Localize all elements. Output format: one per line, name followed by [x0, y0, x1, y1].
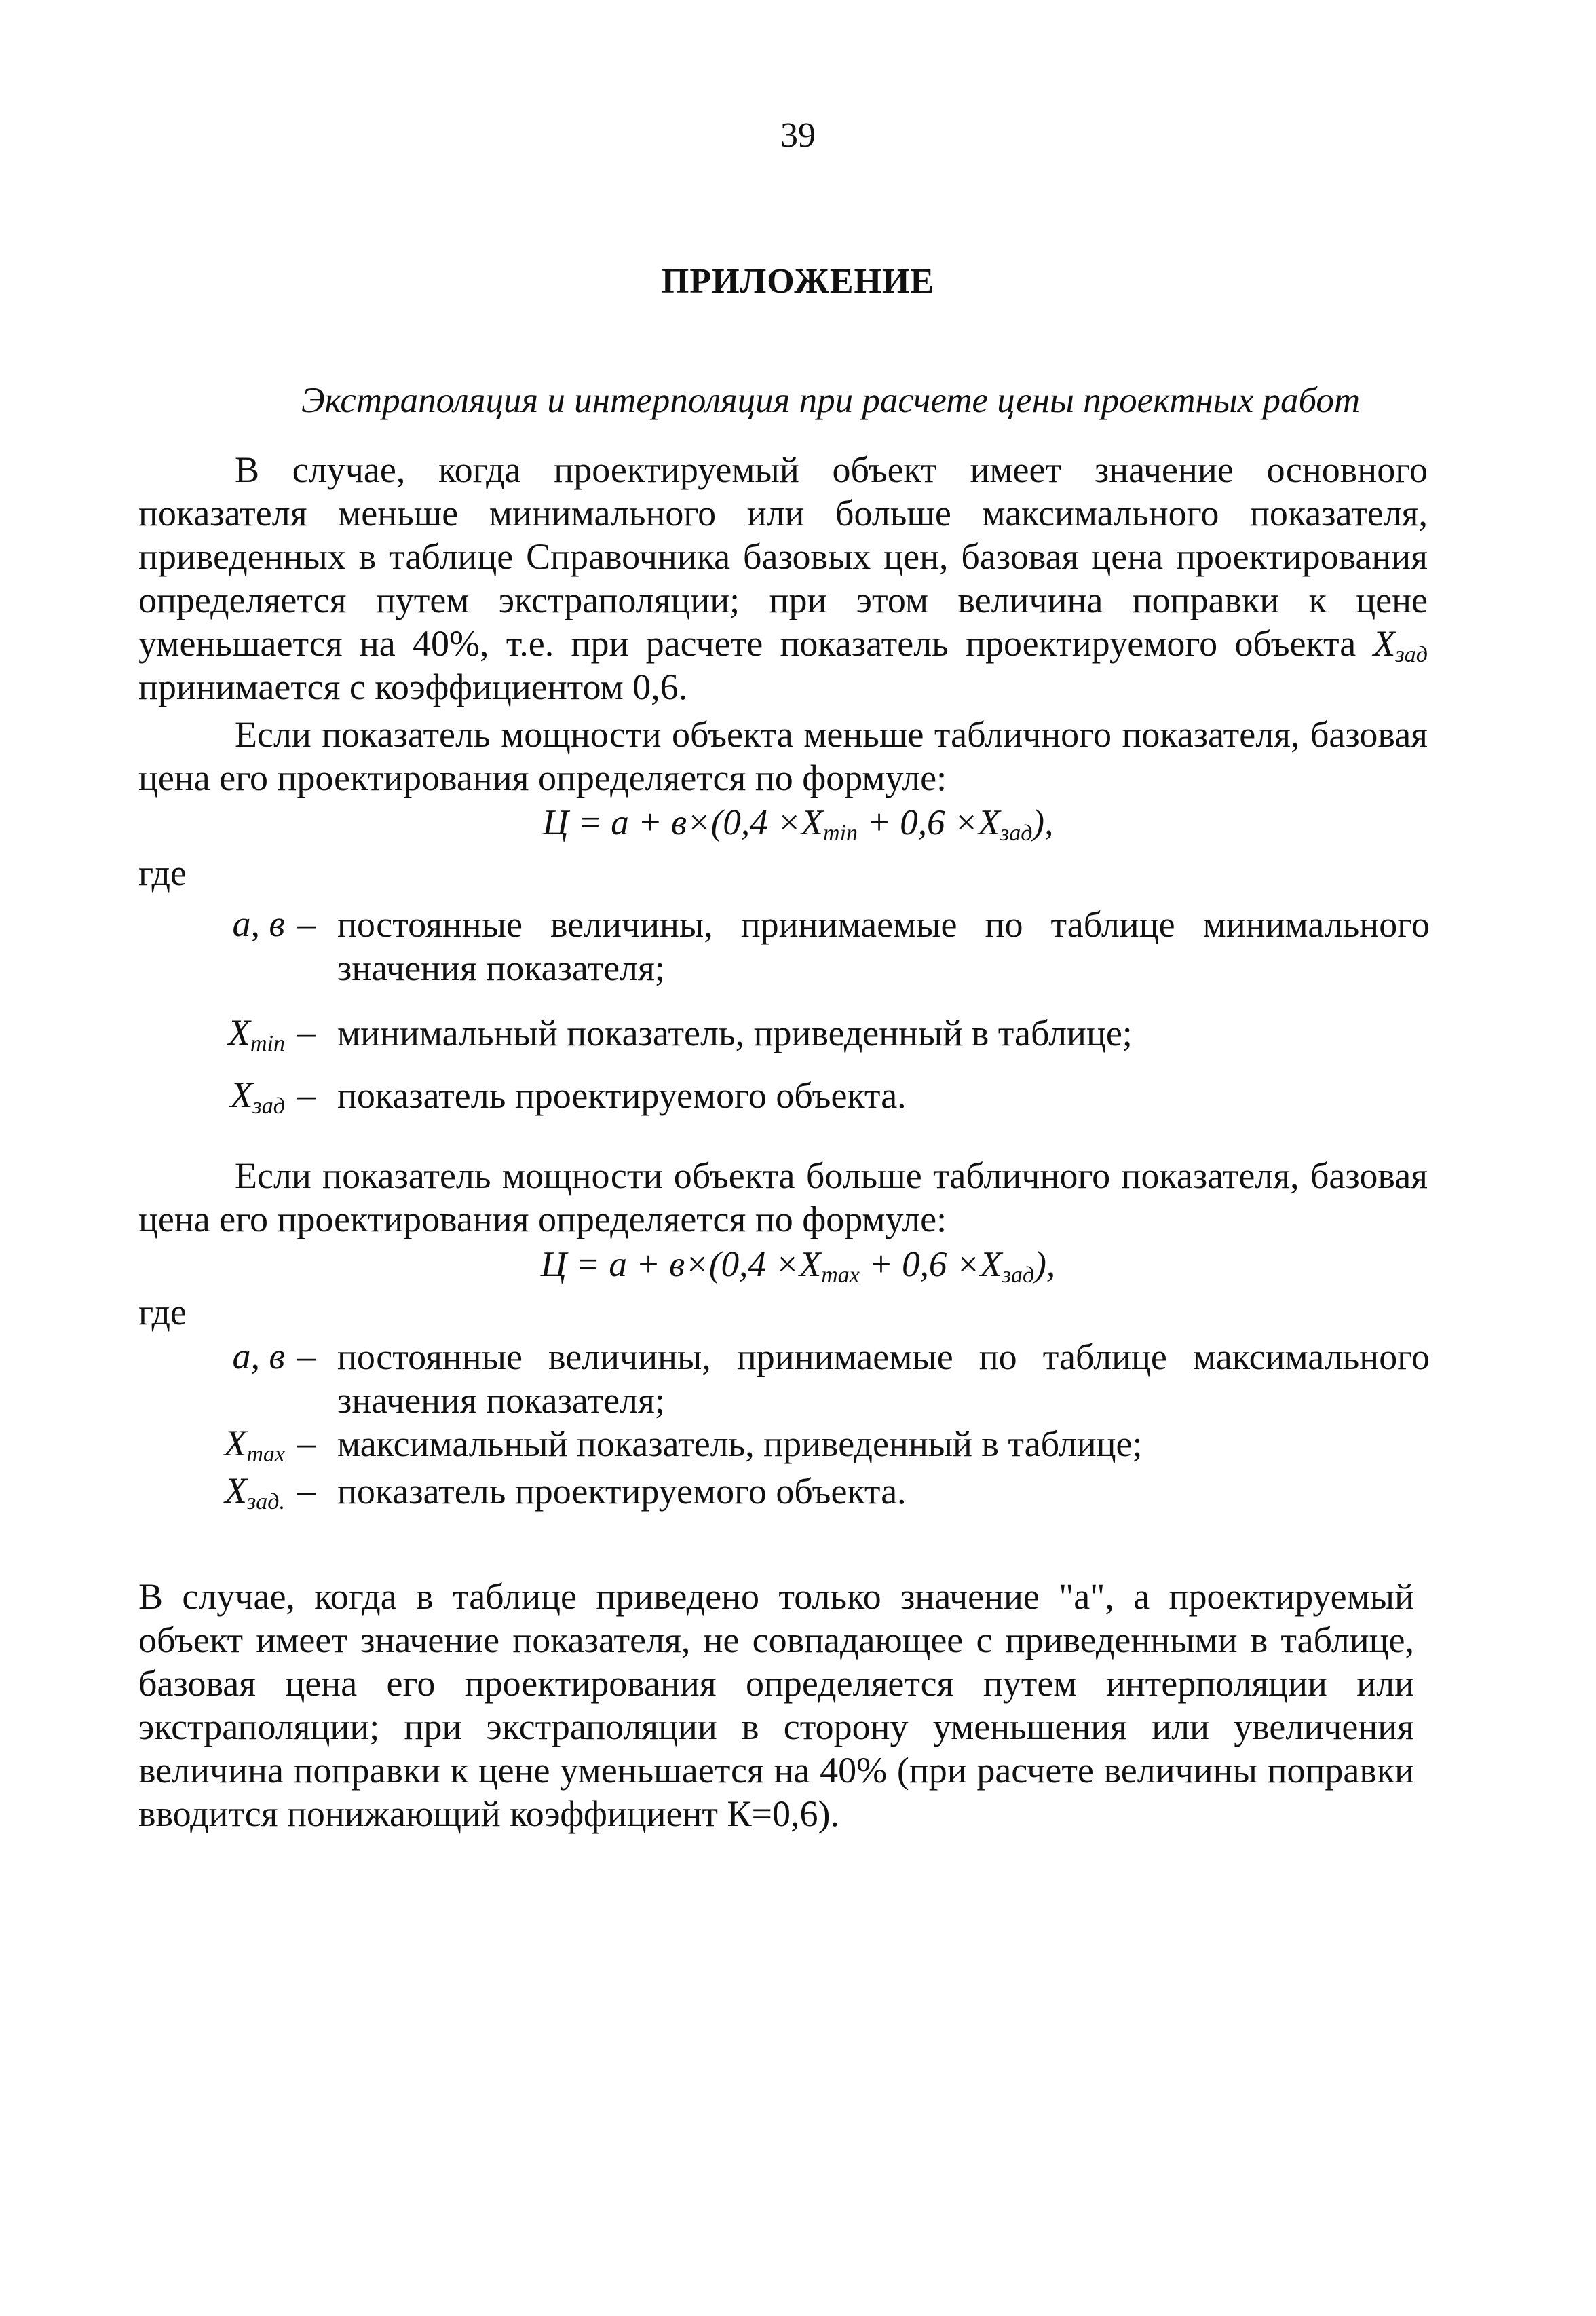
page-number: 39 — [780, 116, 816, 155]
paragraph-tail: принимается с коэффициентом 0,6. — [138, 667, 688, 707]
formula-max: $Ц = а + в\times(0,4 \times X_{max} + 0,6 \times X_{зад})$, — [540, 1245, 1056, 1288]
paragraph-text: В случае, когда проектируемый объект имеет значение основного показателя меньше минимального или больше максимального показателя, приведенных в таблице Справочника базовых цен, базовая цена проектирования определяется путем экстраполяции; при этом величина поправки к цене уменьшается на 40%, т.е. при расчете показатель проектируемого объекта — [138, 449, 1428, 664]
section-subtitle: Экстраполяция и интерполяция при расчете цены проектных работ — [301, 381, 1361, 420]
definition-text: постоянные величины, принимаемые по таблице максимального значения показателя; — [337, 1337, 1430, 1421]
definition-dash: – — [297, 1012, 316, 1053]
definition-text: постоянные величины, принимаемые по таблице минимального значения показателя; — [337, 904, 1430, 988]
paragraph-interpolation: В случае, когда в таблице приведено только значение "а", а проектируемый объект имеет значение показателя, не совпадающее с приведенными в таблице, базовая цена его проектирования определяется путем интерполяции или экстраполяции; при экстраполяции в сторону уменьшения или увеличения величина поправки к цене уменьшается на 40% (при расчете величины поправки вводится понижающий коэффициент К=0,6). — [138, 1576, 1414, 1834]
definition-dash: – — [297, 1075, 316, 1115]
definition-symbol: $X_{зад.}$ — [225, 1470, 285, 1514]
definition-text: максимальный показатель, приведенный в таблице; — [337, 1423, 1143, 1464]
definition-text: минимальный показатель, приведенный в таблице; — [337, 1013, 1133, 1053]
definition-symbol: а, в — [232, 903, 285, 944]
formula-min: $Ц = а + в\times(0,4 \times X_{min} + 0,6 \times X_{зад})$, — [542, 803, 1054, 846]
paragraph-above-max: Если показатель мощности объекта больше табличного показателя, базовая цена его проектирования определяется по формуле: — [138, 1155, 1428, 1239]
definition-symbol: $X_{min}$ — [228, 1012, 285, 1056]
definition-dash: – — [297, 1423, 316, 1463]
definition-dash: – — [297, 1336, 316, 1377]
definition-symbol: а, в — [232, 1336, 285, 1377]
where-label: где — [138, 853, 187, 893]
definition-text: показатель проектируемого объекта. — [337, 1075, 907, 1116]
paragraph-below-min: Если показатель мощности объекта меньше табличного показателя, базовая цена его проектирования определяется по формуле: — [138, 714, 1428, 798]
definition-symbol: $X_{зад}$ — [230, 1075, 285, 1119]
where-label: где — [138, 1292, 187, 1332]
paragraph-extrapolation-intro — [138, 448, 1428, 709]
definition-dash: – — [297, 1470, 316, 1511]
definition-text: показатель проектируемого объекта. — [337, 1471, 907, 1512]
definition-dash: – — [297, 903, 316, 944]
variable-x-zad: $X_{зад}$ — [1373, 623, 1428, 667]
appendix-heading: ПРИЛОЖЕНИЕ — [661, 262, 935, 301]
definition-symbol: $X_{max}$ — [224, 1423, 285, 1467]
